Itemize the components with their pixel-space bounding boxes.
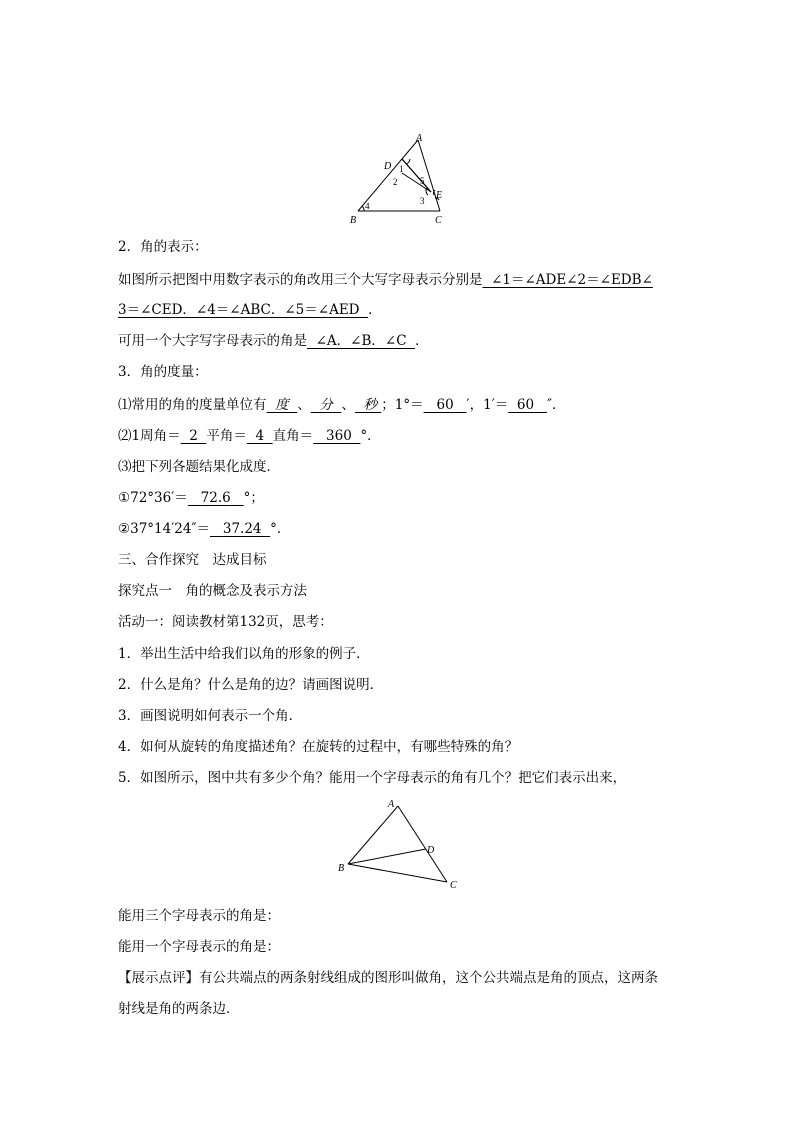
triangle-figure-1: [340, 132, 460, 228]
angle-notation-answer-line: [118, 300, 382, 320]
answer-text: 60: [516, 397, 535, 413]
vertex-label-d: D: [427, 845, 435, 856]
convert-question-1: [118, 488, 264, 508]
answer-blank: [424, 397, 467, 413]
exploration-subheading: 探究点一 角的概念及表示方法: [118, 583, 307, 599]
answer-blank: [313, 428, 360, 444]
vertex-label-c: C: [435, 215, 442, 226]
answer-text: 4: [255, 428, 265, 444]
answer-text: 360: [326, 428, 352, 444]
activity-question-1: 1．举出生活中给我们以角的形象的例子．: [118, 646, 370, 662]
angle-notation-question: [118, 270, 653, 290]
single-letter-question: [118, 331, 429, 351]
answer-blank: [210, 521, 270, 537]
vertex-label-d: D: [384, 161, 392, 172]
angle-label-2: 2: [393, 177, 398, 187]
activity-question-2: 2．什么是角？什么是角的边？请画图说明．: [118, 677, 384, 693]
activity-question-3: 3．画图说明如何表示一个角．: [118, 708, 303, 724]
convert-instruction: ⑶把下列各题结果化成度．: [118, 459, 280, 475]
question-text: 平角＝: [206, 428, 247, 444]
punctuation: °．: [360, 428, 381, 444]
section-3-heading: 3．角的度量：: [118, 364, 208, 380]
question-text: ⑵1周角＝: [118, 428, 181, 444]
answer-text: ∠A．∠B．∠C: [315, 333, 407, 349]
question-text: ′，1′＝: [466, 397, 509, 413]
angle-label-4: 4: [365, 201, 370, 211]
triangle-figure-1-svg: [340, 132, 460, 228]
answer-text: 72.6: [200, 490, 231, 506]
question-text: 直角＝: [272, 428, 314, 444]
answer-text: 3＝∠CED．∠4＝∠ABC．∠5＝∠AED: [118, 302, 360, 318]
comment-line-1: [118, 968, 658, 988]
answer-text: 60: [436, 397, 454, 413]
comment-line-2: 射线是角的两条边．: [118, 1001, 240, 1017]
punctuation: 、: [297, 397, 311, 413]
answer-blank: [355, 397, 381, 413]
angle-label-5: 5: [420, 176, 425, 186]
triangle-figure-2-svg: [330, 796, 465, 894]
punctuation: °；: [243, 490, 264, 506]
answer-blank: [307, 333, 415, 349]
angle-label-3: 3: [420, 196, 425, 206]
answer-blank: [311, 397, 342, 413]
answer-one-letter: 能用一个字母表示的角是：: [118, 939, 280, 955]
comment-tag: 【展示点评】: [118, 970, 199, 986]
answer-text: 2: [189, 428, 198, 444]
answer-text: 分: [319, 397, 333, 413]
vertex-label-c: C: [450, 880, 457, 891]
question-text: 如图所示把图中用数字表示的角改用三个大写字母表示分别是: [118, 272, 483, 288]
vertex-label-b: B: [350, 215, 357, 226]
answer-blank: [188, 490, 244, 506]
units-question: [118, 395, 565, 415]
vertex-label-a: A: [416, 133, 423, 144]
question-text: ①72°36′＝: [118, 490, 188, 506]
vertex-label-a: A: [388, 799, 395, 810]
part-3-heading: 三、合作探究 达成目标: [118, 552, 267, 568]
answer-blank: [267, 397, 298, 413]
answer-blank: [508, 397, 547, 413]
question-text: ；1°＝: [381, 397, 424, 413]
angle-label-1: 1: [399, 164, 404, 174]
punctuation: ．: [368, 302, 382, 318]
section-2-heading: 2．角的表示：: [118, 239, 208, 255]
comment-text: 有公共端点的两条射线组成的图形叫做角，这个公共端点是角的顶点，这两条: [199, 970, 658, 986]
question-text: ⑴常用的角的度量单位有: [118, 397, 267, 413]
punctuation: ．: [415, 333, 429, 349]
answer-text: 度: [275, 397, 289, 413]
question-text: ②37°14′24″＝: [118, 521, 210, 537]
vertex-label-b: B: [338, 863, 345, 874]
punctuation: °．: [270, 521, 291, 537]
punctuation: ″．: [546, 397, 566, 413]
activity-question-4: 4．如何从旋转的角度描述角？在旋转的过程中，有哪些特殊的角？: [118, 739, 519, 755]
answer-text: 37.24: [222, 521, 262, 537]
punctuation: 、: [341, 397, 355, 413]
answer-three-letters: 能用三个字母表示的角是：: [118, 908, 280, 924]
answer-blank: [483, 272, 653, 288]
triangle-figure-2: [330, 796, 465, 894]
convert-question-2: [118, 519, 290, 539]
question-text: 可用一个大字写字母表示的角是: [118, 333, 307, 349]
answer-blank: [247, 428, 273, 444]
full-angle-question: [118, 426, 381, 446]
answer-blank: [181, 428, 207, 444]
vertex-label-e: E: [436, 190, 443, 201]
answer-text: 秒: [363, 397, 377, 413]
answer-blank: [118, 302, 368, 318]
answer-text: ∠1＝∠ADE∠2＝∠EDB∠: [491, 272, 653, 288]
activity-intro: 活动一：阅读教材第132页，思考：: [118, 614, 333, 630]
activity-question-5: 5．如图所示，图中共有多少个角？能用一个字母表示的角有几个？把它们表示出来，: [118, 770, 627, 786]
